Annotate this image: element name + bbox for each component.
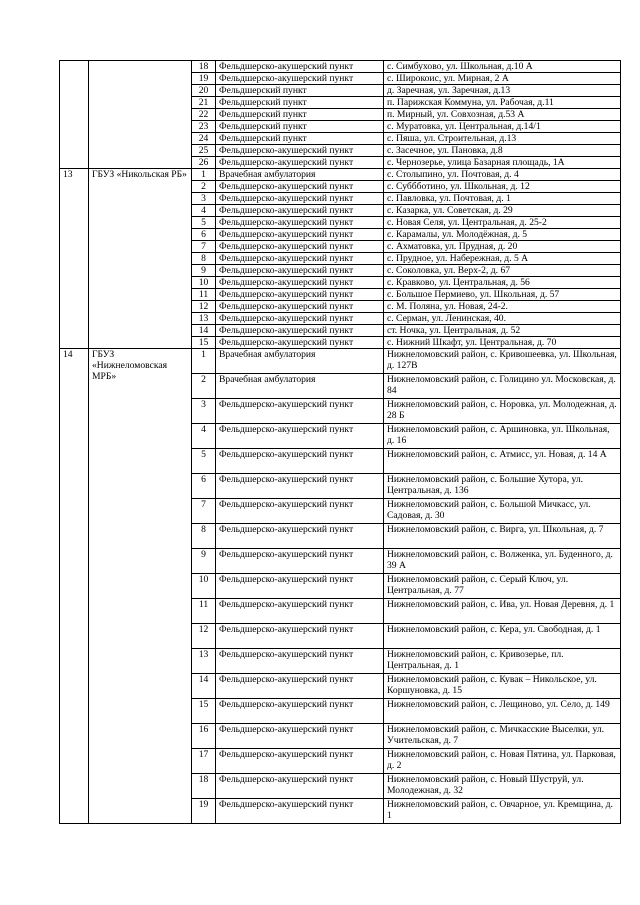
facility-number: 11 (192, 289, 216, 301)
facility-type: Фельдшерско-акушерский пункт (216, 574, 384, 599)
facility-number: 18 (192, 61, 216, 73)
facility-type: Фельдшерско-акушерский пункт (216, 145, 384, 157)
facility-number: 4 (192, 424, 216, 449)
facility-type: Фельдшерский пункт (216, 133, 384, 145)
facility-number: 3 (192, 193, 216, 205)
facility-number: 10 (192, 574, 216, 599)
facility-type: Фельдшерско-акушерский пункт (216, 253, 384, 265)
facility-address: ст. Ночка, ул. Центральная, д. 52 (384, 325, 621, 337)
facility-address: Нижнеломовский район, с. Мичкасские Выселки, ул. Учительская, д. 7 (384, 724, 621, 749)
facility-type: Фельдшерский пункт (216, 121, 384, 133)
facility-type: Фельдшерско-акушерский пункт (216, 424, 384, 449)
facility-number: 12 (192, 301, 216, 313)
facility-address: с. М. Поляна, ул. Новая, 24-2. (384, 301, 621, 313)
facility-number: 7 (192, 499, 216, 524)
facility-address: Нижнеломовский район, с. Кувак – Никольское, ул. Коршуновка, д. 15 (384, 674, 621, 699)
facility-address: с. Новая Селя, ул. Центральная, д. 25-2 (384, 217, 621, 229)
facility-address: Нижнеломовский район, с. Норовка, ул. Молодежная, д. 28 Б (384, 399, 621, 424)
facility-type: Врачебная амбулатория (216, 374, 384, 399)
facility-number: 23 (192, 121, 216, 133)
facility-address: с. Казарка, ул. Советская, д. 29 (384, 205, 621, 217)
facility-type: Фельдшерско-акушерский пункт (216, 313, 384, 325)
facility-address: с. Кравково, ул. Центральная, д. 56 (384, 277, 621, 289)
facility-type: Фельдшерский пункт (216, 97, 384, 109)
facility-number: 15 (192, 337, 216, 349)
facility-type: Фельдшерско-акушерский пункт (216, 325, 384, 337)
facility-number: 5 (192, 217, 216, 229)
facility-type: Фельдшерско-акушерский пункт (216, 524, 384, 549)
facility-number: 1 (192, 349, 216, 374)
facility-type: Фельдшерско-акушерский пункт (216, 749, 384, 774)
facility-address: с. Столыпино, ул. Почтовая, д. 4 (384, 169, 621, 181)
facility-address: Нижнеломовский район, с. Атмисс, ул. Новая, д. 14 А (384, 449, 621, 474)
facility-type: Фельдшерско-акушерский пункт (216, 449, 384, 474)
facility-address: Нижнеломовский район, с. Овчарное, ул. Кремщина, д. 1 (384, 799, 621, 824)
facility-type: Фельдшерский пункт (216, 109, 384, 121)
facility-address: с. Павловка, ул. Почтовая, д. 1 (384, 193, 621, 205)
facility-type: Фельдшерско-акушерский пункт (216, 157, 384, 169)
facility-address: Нижнеломовский район, с. Кривошеевка, ул. Школьная, д. 127В (384, 349, 621, 374)
facility-number: 14 (192, 674, 216, 699)
facility-address: с. Засечное, ул. Пановка, д.8 (384, 145, 621, 157)
facility-type: Фельдшерско-акушерский пункт (216, 337, 384, 349)
facility-type: Фельдшерско-акушерский пункт (216, 474, 384, 499)
facility-address: Нижнеломовский район, с. Лещиново, ул. Село, д. 149 (384, 699, 621, 724)
facility-address: с. Пяша, ул. Строительная, д.13 (384, 133, 621, 145)
facility-type: Врачебная амбулатория (216, 169, 384, 181)
facility-number: 16 (192, 724, 216, 749)
facility-address: с. Соколовка, ул. Верх-2, д. 67 (384, 265, 621, 277)
facility-number: 10 (192, 277, 216, 289)
facility-address: Нижнеломовский район, с. Голицино ул. Московская, д. 84 (384, 374, 621, 399)
table-row (60, 61, 621, 73)
facility-type: Фельдшерско-акушерский пункт (216, 277, 384, 289)
facility-address: с. Широкоис, ул. Мирная, 2 А (384, 73, 621, 85)
facility-address: Нижнеломовский район, с. Аршиновка, ул. Школьная, д. 16 (384, 424, 621, 449)
facility-number: 3 (192, 399, 216, 424)
facility-type: Фельдшерско-акушерский пункт (216, 624, 384, 649)
facility-type: Фельдшерско-акушерский пункт (216, 699, 384, 724)
facility-number: 19 (192, 73, 216, 85)
facility-number: 14 (192, 325, 216, 337)
facility-type: Фельдшерско-акушерский пункт (216, 61, 384, 73)
facility-address: с. Нижний Шкафт, ул. Центральная, д. 70 (384, 337, 621, 349)
org-name-cell: ГБУЗ «Никольская РБ» (89, 169, 192, 349)
facilities-table (59, 60, 621, 824)
facility-type: Фельдшерско-акушерский пункт (216, 499, 384, 524)
facility-address: Нижнеломовский район, с. Кера, ул. Свободная, д. 1 (384, 624, 621, 649)
facility-number: 8 (192, 524, 216, 549)
facility-address: с. Чернозерье, улица Базарная площадь, 1А (384, 157, 621, 169)
facility-address: с. Прудное, ул. Набережная, д. 5 А (384, 253, 621, 265)
facility-number: 6 (192, 229, 216, 241)
table-row (60, 349, 621, 374)
facility-number: 11 (192, 599, 216, 624)
facility-type: Фельдшерско-акушерский пункт (216, 181, 384, 193)
org-name-cell: ГБУЗ «Нижнеломовская МРБ» (89, 349, 192, 824)
facility-number: 26 (192, 157, 216, 169)
facility-address: Нижнеломовский район, с. Новая Пятина, ул. Парковая, д. 2 (384, 749, 621, 774)
facility-type: Фельдшерско-акушерский пункт (216, 799, 384, 824)
facility-address: с. Серман, ул. Ленинская, 40. (384, 313, 621, 325)
facility-number: 13 (192, 313, 216, 325)
facility-type: Фельдшерско-акушерский пункт (216, 724, 384, 749)
facility-type: Фельдшерско-акушерский пункт (216, 193, 384, 205)
facility-number: 18 (192, 774, 216, 799)
facility-number: 9 (192, 265, 216, 277)
facility-address: с. Карамалы, ул. Молодёжная, д. 5 (384, 229, 621, 241)
facility-type: Фельдшерско-акушерский пункт (216, 649, 384, 674)
facility-type: Фельдшерско-акушерский пункт (216, 265, 384, 277)
facility-address: Нижнеломовский район, с. Большие Хутора, ул. Центральная, д. 136 (384, 474, 621, 499)
org-index-cell (60, 61, 89, 169)
facility-address: п. Мирный, ул. Совхозная, д.53 А (384, 109, 621, 121)
org-index-cell: 14 (60, 349, 89, 824)
facility-type: Фельдшерско-акушерский пункт (216, 599, 384, 624)
facility-address: Нижнеломовский район, с. Вирга, ул. Школьная, д. 7 (384, 524, 621, 549)
facility-type: Фельдшерско-акушерский пункт (216, 241, 384, 253)
facility-address: Нижнеломовский район, с. Серый Ключ, ул. Центральная, д. 77 (384, 574, 621, 599)
facility-number: 2 (192, 181, 216, 193)
facility-type: Фельдшерско-акушерский пункт (216, 289, 384, 301)
facility-type: Фельдшерско-акушерский пункт (216, 217, 384, 229)
facility-type: Фельдшерско-акушерский пункт (216, 549, 384, 574)
facility-number: 6 (192, 474, 216, 499)
org-name-cell (89, 61, 192, 169)
facility-number: 1 (192, 169, 216, 181)
facility-address: Нижнеломовский район, с. Кривозерье, пл. Центральная, д. 1 (384, 649, 621, 674)
facility-address: Нижнеломовский район, с. Большой Мичкасс, ул. Садовая, д. 30 (384, 499, 621, 524)
facility-number: 20 (192, 85, 216, 97)
facility-address: с. Симбухово, ул. Школьная, д.10 А (384, 61, 621, 73)
facility-address: с. Ахматовка, ул. Прудная, д. 20 (384, 241, 621, 253)
facilities-table-body (60, 61, 621, 824)
facility-number: 5 (192, 449, 216, 474)
facility-type: Фельдшерско-акушерский пункт (216, 674, 384, 699)
facility-number: 22 (192, 109, 216, 121)
facility-number: 19 (192, 799, 216, 824)
facility-number: 13 (192, 649, 216, 674)
facility-address: д. Заречная, ул. Заречная, д.13 (384, 85, 621, 97)
facility-address: с. Большое Пермиево, ул. Школьная, д. 57 (384, 289, 621, 301)
facility-number: 7 (192, 241, 216, 253)
facility-type: Фельдшерско-акушерский пункт (216, 73, 384, 85)
facility-address: с. Суббботино, ул. Школьная, д. 12 (384, 181, 621, 193)
facility-type: Фельдшерско-акушерский пункт (216, 229, 384, 241)
facility-address: с. Муратовка, ул. Центральная, д.14/1 (384, 121, 621, 133)
facility-type: Фельдшерско-акушерский пункт (216, 205, 384, 217)
facility-number: 24 (192, 133, 216, 145)
facility-number: 25 (192, 145, 216, 157)
facility-number: 21 (192, 97, 216, 109)
facility-type: Фельдшерско-акушерский пункт (216, 399, 384, 424)
facility-number: 12 (192, 624, 216, 649)
facility-type: Врачебная амбулатория (216, 349, 384, 374)
facility-number: 9 (192, 549, 216, 574)
org-index-cell: 13 (60, 169, 89, 349)
facility-type: Фельдшерско-акушерский пункт (216, 774, 384, 799)
facility-number: 15 (192, 699, 216, 724)
facility-address: п. Парижская Коммуна, ул. Рабочая, д.11 (384, 97, 621, 109)
facility-type: Фельдшерско-акушерский пункт (216, 301, 384, 313)
facility-number: 8 (192, 253, 216, 265)
facility-number: 4 (192, 205, 216, 217)
facility-address: Нижнеломовский район, с. Ива, ул. Новая Деревня, д. 1 (384, 599, 621, 624)
facility-number: 17 (192, 749, 216, 774)
facility-address: Нижнеломовский район, с. Новый Шуструй, ул. Молодежная, д. 32 (384, 774, 621, 799)
facility-number: 2 (192, 374, 216, 399)
table-row (60, 169, 621, 181)
facility-address: Нижнеломовский район, с. Волженка, ул. Буденного, д. 39 А (384, 549, 621, 574)
facility-type: Фельдшерский пункт (216, 85, 384, 97)
